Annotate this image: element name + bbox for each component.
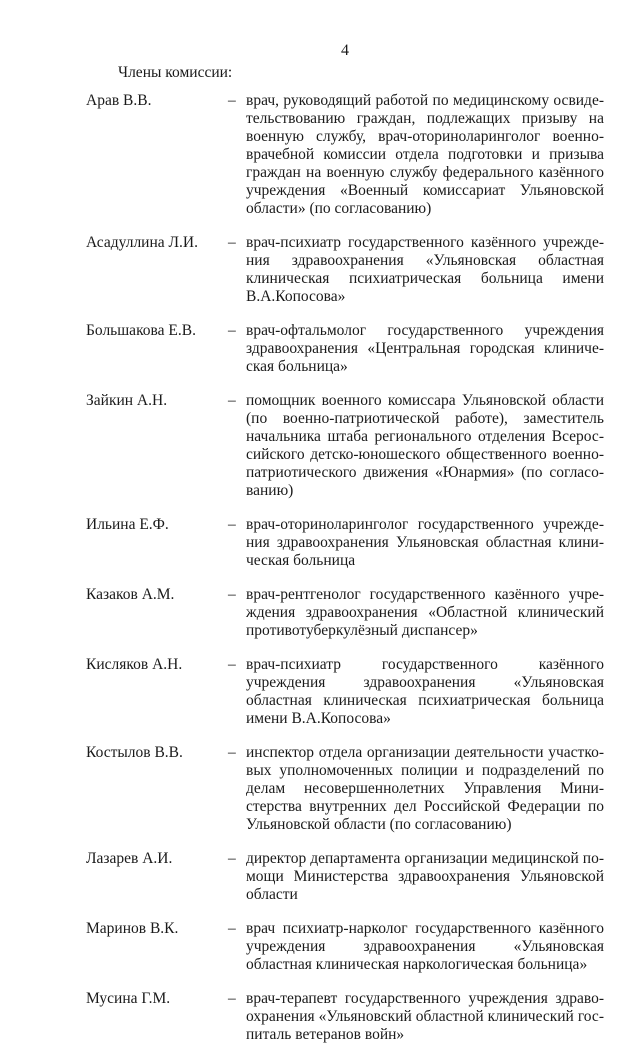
member-entry bbox=[0, 234, 640, 306]
dash-separator: – bbox=[228, 234, 236, 251]
member-description: врач-оториноларинголог государственного учреждения здравоохранения Ульяновская областная клиническая больница bbox=[246, 516, 604, 569]
member-name: Ильина Е.Ф. bbox=[86, 516, 169, 533]
member-entry bbox=[0, 322, 640, 376]
member-description: врач-рентгенолог государственного казённого учреждения здравоохранения «Областной клинический противотуберкулёзный диспансер» bbox=[246, 586, 604, 639]
member-name: Асадуллина Л.И. bbox=[86, 234, 198, 251]
member-entry bbox=[0, 586, 640, 640]
member-description: директор департамента организации медицинской помощи Министерства здравоохранения Ульяновской области bbox=[246, 850, 604, 903]
member-name: Костылов В.В. bbox=[86, 744, 183, 761]
member-name: Мусина Г.М. bbox=[86, 990, 171, 1007]
member-description: врач-психиатр государственного казённого учреждения здравоохранения «Ульяновская областная клиническая психиатрическая больница имени В.А.Копосова» bbox=[246, 234, 604, 305]
member-entry bbox=[0, 392, 640, 500]
member-name: Маринов В.К. bbox=[86, 920, 179, 937]
dash-separator: – bbox=[228, 850, 236, 867]
member-name: Казаков А.М. bbox=[86, 586, 175, 603]
member-description: врач-терапевт государственного учреждения здравоохранения «Ульяновский областной клинический госпиталь ветеранов войн» bbox=[246, 990, 604, 1043]
member-entry bbox=[0, 990, 640, 1044]
member-entry bbox=[0, 744, 640, 834]
dash-separator: – bbox=[228, 744, 236, 761]
page-number: 4 bbox=[341, 42, 349, 59]
member-entry bbox=[0, 850, 640, 904]
member-name: Лазарев А.И. bbox=[86, 850, 173, 867]
members-list bbox=[0, 92, 640, 1060]
member-name: Большакова Е.В. bbox=[86, 322, 196, 339]
member-entry bbox=[0, 920, 640, 974]
dash-separator: – bbox=[228, 586, 236, 603]
dash-separator: – bbox=[228, 322, 236, 339]
member-description: врач-офтальмолог государственного учреждения здравоохранения «Центральная городская клиническая больница» bbox=[246, 322, 604, 375]
section-heading: Члены комиссии: bbox=[118, 64, 233, 81]
dash-separator: – bbox=[228, 990, 236, 1007]
dash-separator: – bbox=[228, 92, 236, 109]
member-description: врач, руководящий работой по медицинскому освидетельствованию граждан, подлежащих призыву на военную службу, врач-оториноларинголог военно-врачебной комиссии отдела подготовки и призыва граждан на военную службу федерального казённого учреждения «Военный комиссариат Ульяновской области» (по согласованию) bbox=[246, 92, 604, 217]
dash-separator: – bbox=[228, 392, 236, 409]
member-entry bbox=[0, 656, 640, 728]
member-entry bbox=[0, 92, 640, 218]
member-entry bbox=[0, 516, 640, 570]
dash-separator: – bbox=[228, 516, 236, 533]
dash-separator: – bbox=[228, 656, 236, 673]
member-name: Арав В.В. bbox=[86, 92, 152, 109]
member-description: инспектор отдела организации деятельности участковых уполномоченных полиции и подразделений по делам несовершеннолетних Управления Министерства внутренних дел Российской Федерации по Ульяновской области (по согласованию) bbox=[246, 744, 604, 833]
dash-separator: – bbox=[228, 920, 236, 937]
member-description: врач психиатр-нарколог государственного казённого учреждения здравоохранения «Ульяновская областная клиническая наркологическая больница» bbox=[246, 920, 604, 973]
member-description: врач-психиатр государственного казённого учреждения здравоохранения «Ульяновская областная клиническая психиатрическая больница имени В.А.Копосова» bbox=[246, 656, 604, 727]
member-name: Зайкин А.Н. bbox=[86, 392, 168, 409]
member-name: Кисляков А.Н. bbox=[86, 656, 183, 673]
member-description: помощник военного комиссара Ульяновской области (по военно-патриотической работе), заместитель начальника штаба регионального отделения Всероссийского детско-юношеского общественного военно-патриотического движения «Юнармия» (по согласованию) bbox=[246, 392, 604, 499]
